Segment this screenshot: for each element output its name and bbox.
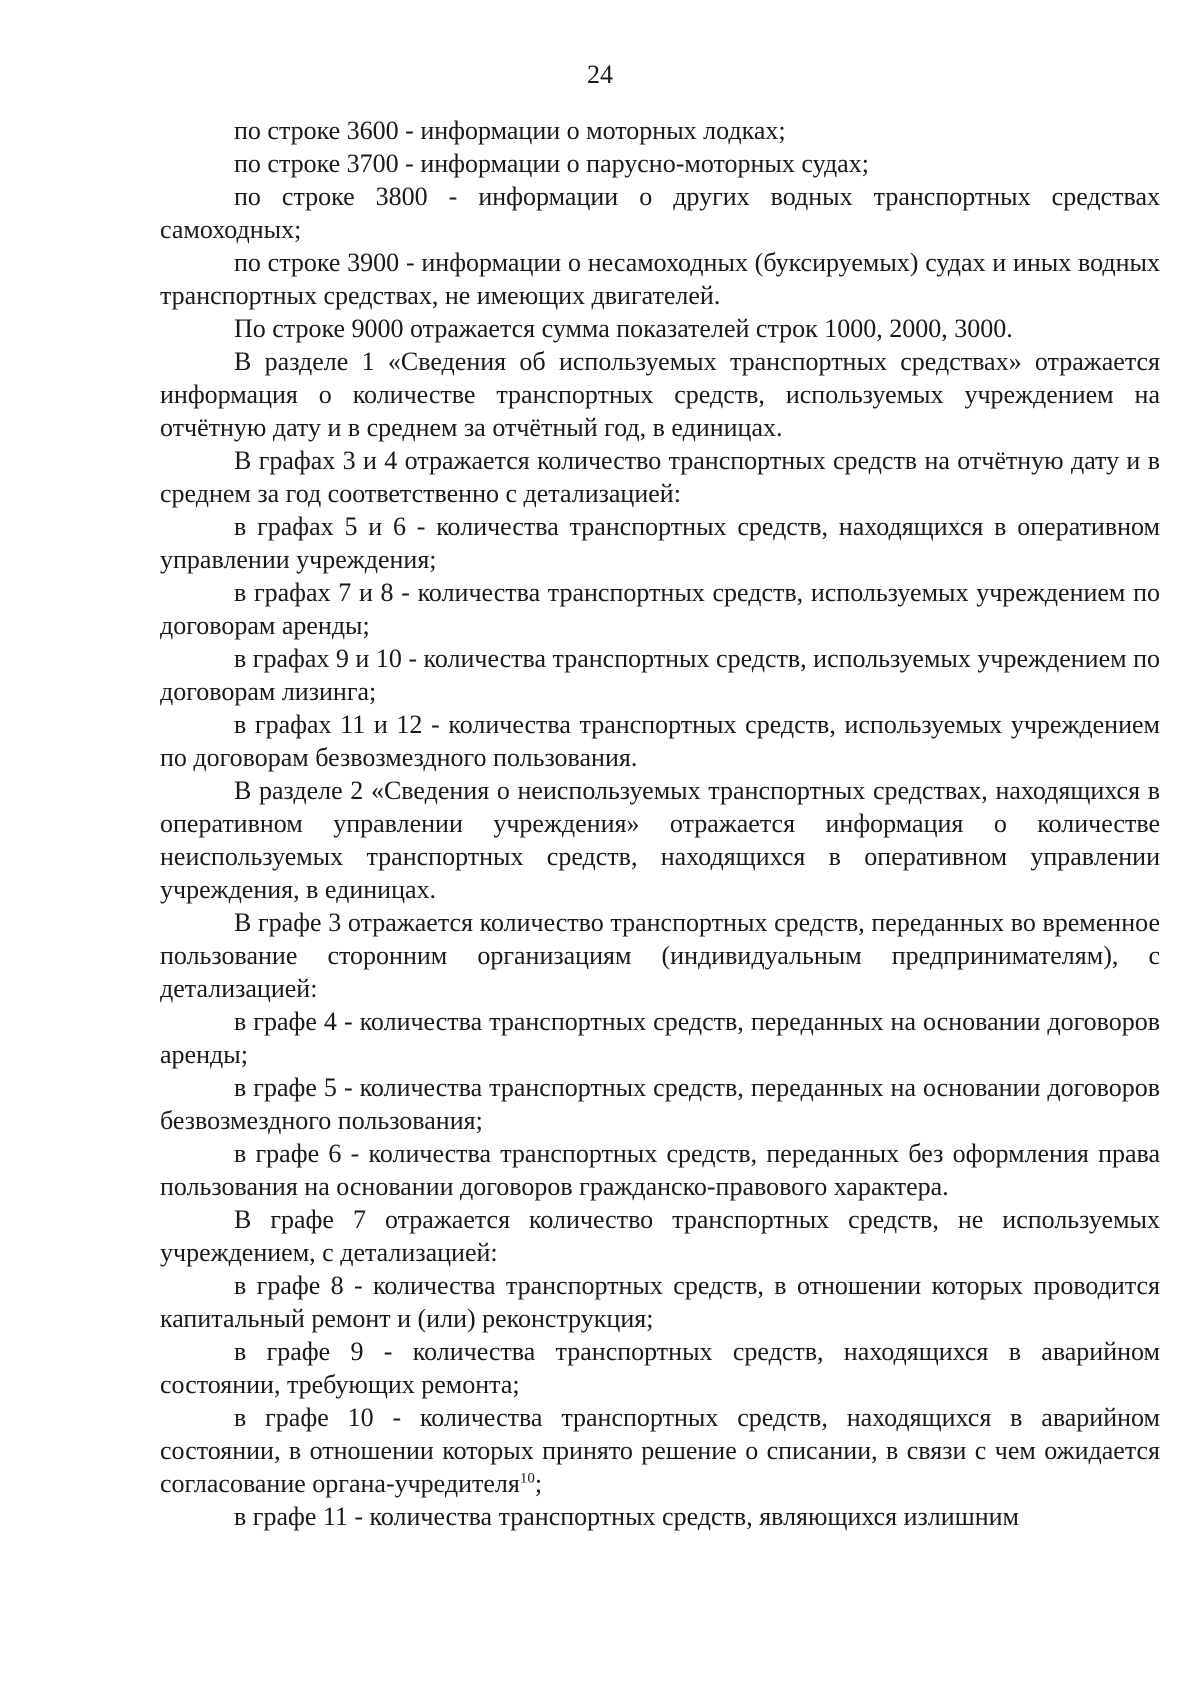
paragraph-columns-3-4: В графах 3 и 4 отражается количество транспортных средств на отчётную дату и в среднем за год соответственно с детализацией: <box>160 446 1160 508</box>
page-number: 24 <box>587 60 613 89</box>
paragraph-column-9: в графе 9 - количества транспортных средств, находящихся в аварийном состоянии, требующих ремонта; <box>160 1337 1160 1399</box>
paragraph-columns-11-12: в графах 11 и 12 - количества транспортных средств, используемых учреждением по договорам безвозмездного пользования. <box>160 710 1160 772</box>
paragraph-columns-7-8: в графах 7 и 8 - количества транспортных средств, используемых учреждением по договорам аренды; <box>160 578 1160 640</box>
paragraph-row-3900: по строке 3900 - информации о несамоходных (буксируемых) судах и иных водных транспортных средствах, не имеющих двигателей. <box>160 248 1160 310</box>
paragraph-column-4: в графе 4 - количества транспортных средств, переданных на основании договоров аренды; <box>160 1007 1160 1069</box>
paragraph-column-10-text: в графе 10 - количества транспортных средств, находящихся в аварийном состоянии, в отношении которых принято решение о списании, в связи с чем ожидается согласование органа-учредителя <box>160 1403 1160 1498</box>
footnote-ref-10[interactable]: 10 <box>519 1470 535 1487</box>
paragraph-section-2-intro: В разделе 2 «Сведения о неиспользуемых транспортных средствах, находящихся в оперативном управлении учреждения» отражается информация о количестве неиспользуемых транспортных средств, находящихся в оперативном управлении учреждения, в единицах. <box>160 776 1160 904</box>
paragraph-row-3700: по строке 3700 - информации о парусно-моторных судах; <box>234 149 869 178</box>
paragraph-columns-5-6: в графах 5 и 6 - количества транспортных средств, находящихся в оперативном управлении учреждения; <box>160 512 1160 574</box>
paragraph-column-8: в графе 8 - количества транспортных средств, в отношении которых проводится капитальный ремонт и (или) реконструкция; <box>160 1271 1160 1333</box>
paragraph-column-6: в графе 6 - количества транспортных средств, переданных без оформления права пользования на основании договоров гражданско-правового характера. <box>160 1139 1160 1201</box>
document-body <box>160 114 1160 1533</box>
paragraph-section-1-intro: В разделе 1 «Сведения об используемых транспортных средствах» отражается информация о количестве транспортных средств, используемых учреждением на отчётную дату и в среднем за отчётный год, в единицах. <box>160 347 1160 442</box>
paragraph-row-9000: По строке 9000 отражается сумма показателей строк 1000, 2000, 3000. <box>234 314 1013 343</box>
paragraph-columns-9-10: в графах 9 и 10 - количества транспортных средств, используемых учреждением по договорам лизинга; <box>160 644 1160 706</box>
paragraph-column-7: В графе 7 отражается количество транспортных средств, не используемых учреждением, с детализацией: <box>160 1205 1160 1267</box>
paragraph-column-10 <box>160 1401 1160 1500</box>
paragraph-column-10-end: ; <box>534 1469 543 1498</box>
paragraph-column-11: в графе 11 - количества транспортных средств, являющихся излишним <box>234 1502 1020 1531</box>
paragraph-column-3: В графе 3 отражается количество транспортных средств, переданных во временное пользование сторонним организациям (индивидуальным предпринимателям), с детализацией: <box>160 908 1160 1003</box>
paragraph-row-3600: по строке 3600 - информации о моторных лодках; <box>234 116 786 145</box>
paragraph-column-5: в графе 5 - количества транспортных средств, переданных на основании договоров безвозмездного пользования; <box>160 1073 1160 1135</box>
paragraph-row-3800: по строке 3800 - информации о других водных транспортных средствах самоходных; <box>160 182 1160 244</box>
